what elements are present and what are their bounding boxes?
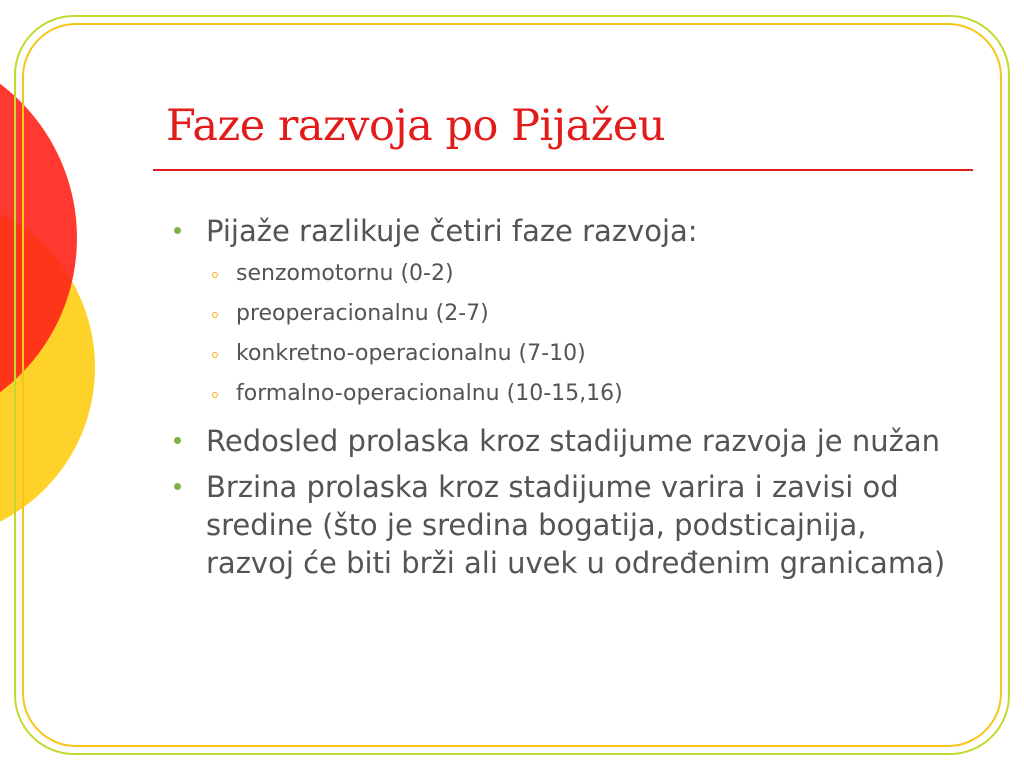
title-underline [153, 169, 973, 171]
bullet-item [170, 212, 960, 414]
sub-bullet-text: konkretno-operacionalnu (7-10) [236, 341, 586, 366]
bullet-text: Brzina prolaska kroz stadijume varira i zavisi od sredine (što je sredina bogatija, podsticajnija, razvoj će biti brži ali uvek u određenim granicama) [206, 470, 946, 580]
sub-bullet-text: senzomotornu (0-2) [236, 261, 454, 286]
sub-bullet-text: formalno-operacionalnu (10-15,16) [236, 381, 623, 406]
ring-bullet-icon [212, 272, 218, 278]
slide-title: Faze razvoja po Pijažeu [166, 101, 666, 151]
bullet-dot-icon [174, 227, 181, 234]
sub-bullet-text: preoperacionalnu (2-7) [236, 301, 489, 326]
sub-bullet-item [236, 294, 960, 334]
ring-bullet-icon [212, 392, 218, 398]
sub-bullet-item [236, 374, 960, 414]
bullet-text: Redosled prolaska kroz stadijume razvoja je nužan [206, 424, 940, 458]
ring-bullet-icon [212, 312, 218, 318]
ring-bullet-icon [212, 352, 218, 358]
bullet-dot-icon [174, 483, 181, 490]
bullet-item [170, 468, 960, 582]
bullet-dot-icon [174, 437, 181, 444]
sub-bullet-item [236, 334, 960, 374]
bullet-list [170, 212, 960, 590]
sub-bullet-item [236, 254, 960, 294]
bullet-item [170, 422, 960, 460]
bullet-text: Pijaže razlikuje četiri faze razvoja: [206, 214, 698, 248]
sub-bullet-list [206, 254, 960, 414]
